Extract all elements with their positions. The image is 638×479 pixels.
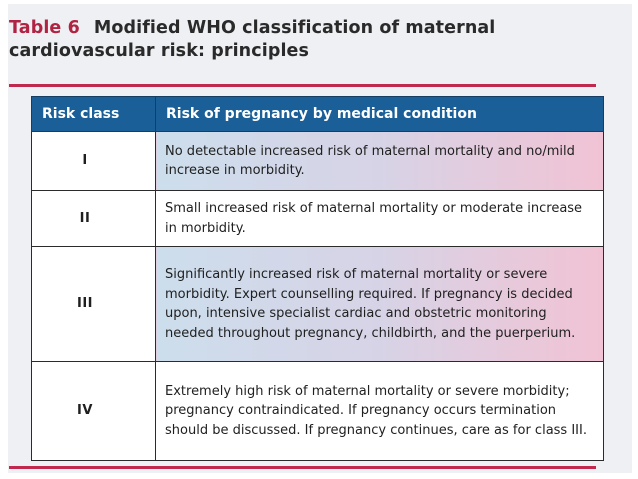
- risk-description-cell: Significantly increased risk of maternal mortality or severe morbidity. Expert counselling required. If pregnancy is decided upon, intensive specialist cardiac and obstetric monitoring needed throughout pregnancy, childbirth, and the puerperium.: [156, 247, 604, 362]
- risk-description-cell: Small increased risk of maternal mortality or moderate increase in morbidity.: [156, 191, 604, 247]
- risk-description-cell: No detectable increased risk of maternal mortality and no/mild increase in morbidity.: [156, 132, 604, 191]
- table-header-row: [32, 97, 604, 132]
- table-title-line1: Modified WHO classification of maternal: [93, 18, 496, 38]
- header-risk-class: Risk class: [32, 97, 156, 132]
- table-title-line2: cardiovascular risk: principles: [9, 41, 310, 61]
- table-row: [32, 191, 604, 247]
- header-risk-description: Risk of pregnancy by medical condition: [156, 97, 604, 132]
- risk-class-cell: IV: [32, 362, 156, 461]
- risk-class-cell: I: [32, 132, 156, 191]
- bottom-rule: [9, 466, 596, 469]
- table-row: [32, 247, 604, 362]
- table-number: Table 6: [9, 18, 80, 38]
- risk-classification-table: [31, 96, 604, 461]
- risk-description-cell: Extremely high risk of maternal mortality or severe morbidity; pregnancy contraindicated. If pregnancy occurs termination should be discussed. If pregnancy continues, care as for class III.: [156, 362, 604, 461]
- table-row: [32, 362, 604, 461]
- risk-class-cell: II: [32, 191, 156, 247]
- table-row: [32, 132, 604, 191]
- top-rule: [9, 84, 596, 87]
- table-title: [9, 17, 609, 63]
- risk-class-cell: III: [32, 247, 156, 362]
